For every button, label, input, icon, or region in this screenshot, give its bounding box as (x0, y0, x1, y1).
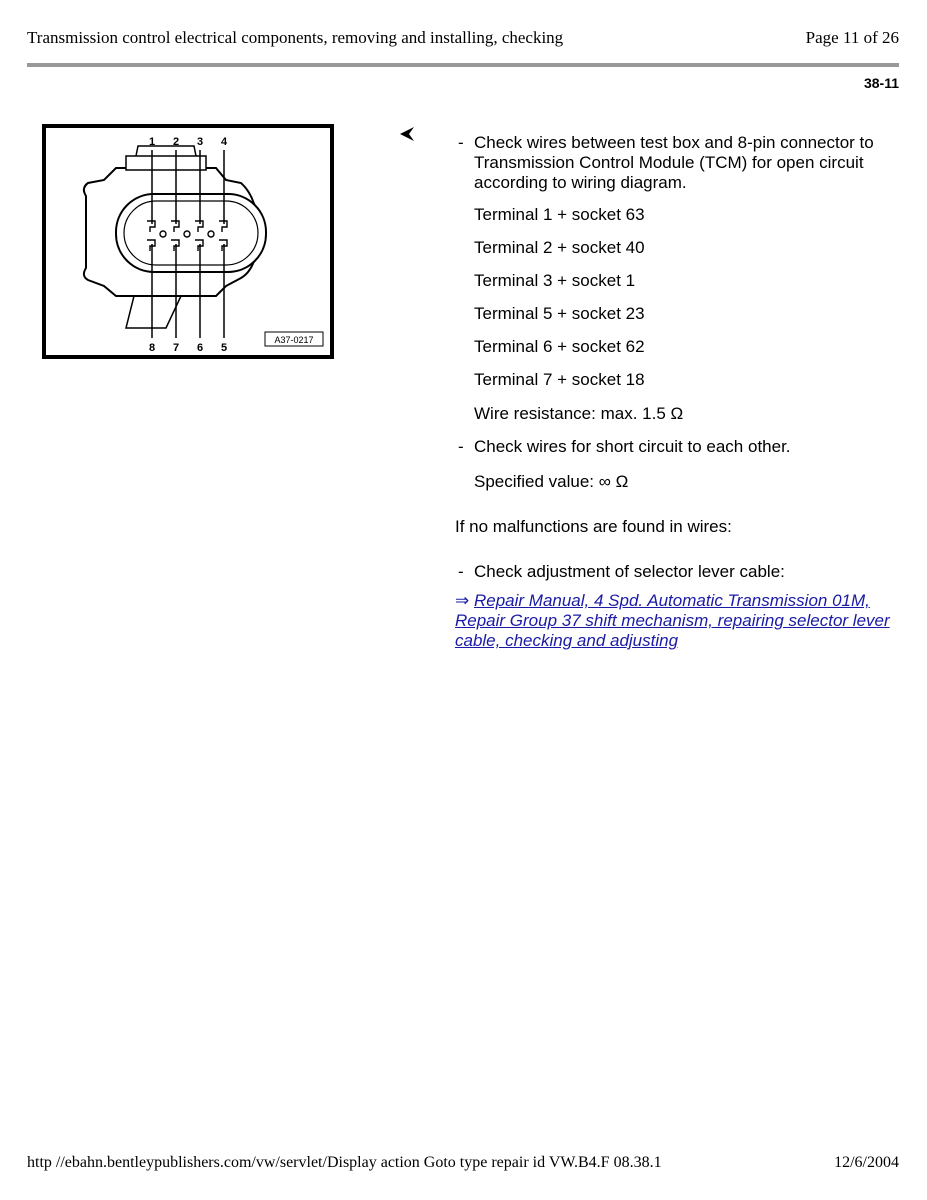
wire-resistance: Wire resistance: max. 1.5 Ω (474, 404, 684, 423)
footer-date: 12/6/2004 (834, 1154, 899, 1171)
footer-url: http //ebahn.bentleypublishers.com/vw/servlet/Display action Goto type repair id VW.B4.F 08.38.1 (27, 1154, 662, 1171)
repair-manual-reference (455, 591, 895, 651)
reference-arrow-icon: ⇒ (455, 591, 470, 610)
page-number: Page 11 of 26 (805, 28, 899, 47)
connector-diagram (46, 128, 330, 355)
pin-label-2: 2 (172, 136, 180, 148)
step-selector-lever: - Check adjustment of selector lever cable: (458, 562, 785, 581)
pin-label-1: 1 (148, 136, 156, 148)
pin-label-8: 8 (148, 342, 156, 354)
terminal-item: Terminal 3 + socket 1 (474, 271, 636, 290)
pin-label-3: 3 (196, 136, 204, 148)
figure-code: A37-0217 (274, 335, 314, 345)
section-number: 38-11 (863, 75, 899, 91)
pin-label-5: 5 (220, 342, 228, 354)
figure-pointer-icon (398, 124, 418, 144)
terminal-item: Terminal 6 + socket 62 (474, 337, 645, 356)
specified-value: Specified value: ∞ Ω (474, 472, 629, 491)
instruction-content (455, 133, 895, 651)
terminal-item: Terminal 5 + socket 23 (474, 304, 645, 323)
terminal-item: Terminal 2 + socket 40 (474, 238, 645, 257)
step-check-wires: - Check wires between test box and 8-pin connector to Transmission Control Module (TCM) for open circuit according to wiring diagram. (458, 133, 874, 192)
connector-figure (42, 124, 334, 359)
repair-manual-link[interactable]: Repair Manual, 4 Spd. Automatic Transmission 01M, Repair Group 37 shift mechanism, repairing selector lever cable, checking and adjusting (455, 591, 890, 650)
pin-label-6: 6 (196, 342, 204, 354)
no-malfunction-text: If no malfunctions are found in wires: (455, 517, 732, 536)
page-header-title: Transmission control electrical components, removing and installing, checking (27, 28, 564, 47)
terminal-item: Terminal 1 + socket 63 (474, 205, 645, 224)
header-rule (27, 63, 899, 67)
pin-label-4: 4 (220, 136, 228, 148)
step-short-circuit: - Check wires for short circuit to each other. (458, 437, 791, 456)
terminal-item: Terminal 7 + socket 18 (474, 370, 645, 389)
pin-label-7: 7 (172, 342, 180, 354)
